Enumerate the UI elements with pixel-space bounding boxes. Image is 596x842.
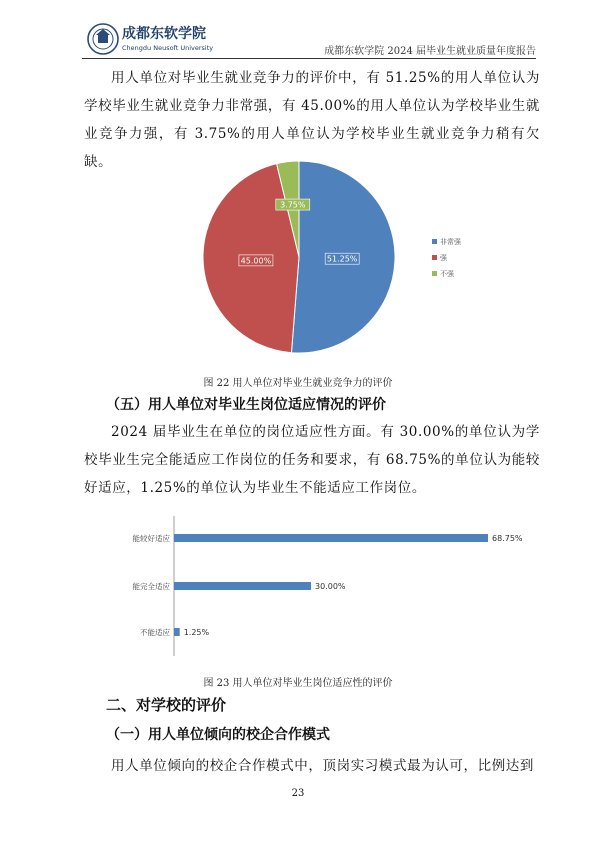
bar-2 <box>174 628 180 636</box>
section-school-subheading: （一）用人单位倾向的校企合作模式 <box>106 727 330 743</box>
bar-category-label-0: 能较好适应 <box>132 534 170 543</box>
figure-23-caption: 图 23 用人单位对毕业生岗位适应性的评价 <box>203 678 393 689</box>
legend-label-1: 强 <box>440 254 447 262</box>
pie-data-label-1: 45.00% <box>240 256 272 266</box>
pie-data-label-2: 3.75% <box>280 200 306 210</box>
header-divider <box>82 58 536 59</box>
pie-data-label-0: 51.25% <box>326 254 358 264</box>
bar-chart <box>100 510 560 660</box>
bar-1 <box>174 582 311 590</box>
pie-chart <box>196 158 496 358</box>
bar-data-label-0: 68.75% <box>492 534 523 543</box>
competitiveness-paragraph: 用人单位对毕业生就业竞争力的评价中，有 51.25%的用人单位认为学校毕业生就业竞争力非常强，有 45.00%的用人单位认为学校毕业生就业竞争力强，有 3.75%的用人单位认为学校毕业生就业竞争力稍有欠缺。 <box>84 70 540 170</box>
logo-text-cn: 成都东软学院 <box>122 26 206 42</box>
university-logo <box>86 22 236 56</box>
logo-emblem-icon <box>88 24 118 54</box>
bar-category-label-2: 不能适应 <box>140 628 170 637</box>
section-fit-heading: （五）用人单位对毕业生岗位适应情况的评价 <box>106 397 386 413</box>
report-title: 成都东软学院 2024 届毕业生就业质量年度报告 <box>324 46 536 57</box>
school-paragraph: 用人单位倾向的校企合作模式中，顶岗实习模式最为认可，比例达到 <box>111 758 534 774</box>
figure-22-caption: 图 22 用人单位对毕业生就业竞争力的评价 <box>203 378 393 389</box>
section-school-heading: 二、对学校的评价 <box>106 696 227 714</box>
logo-text-en: Chengdu Neusoft University <box>122 44 214 52</box>
legend-swatch-2 <box>432 271 437 276</box>
page-number: 23 <box>291 788 305 799</box>
legend-label-0: 非常强 <box>440 238 461 246</box>
bar-data-label-1: 30.00% <box>315 582 346 591</box>
legend-label-2: 不强 <box>440 270 454 278</box>
fit-paragraph: 2024 届毕业生在单位的岗位适应性方面。有 30.00%的单位认为学校毕业生完全能适应工作岗位的任务和要求，有 68.75%的单位认为能较好适应，1.25%的单位认为毕业生不能适应工作岗位。 <box>84 424 540 496</box>
legend-swatch-1 <box>432 255 437 260</box>
bar-0 <box>174 534 488 542</box>
legend-swatch-0 <box>432 239 437 244</box>
bar-category-label-1: 能完全适应 <box>132 582 170 591</box>
bar-data-label-2: 1.25% <box>183 628 210 637</box>
